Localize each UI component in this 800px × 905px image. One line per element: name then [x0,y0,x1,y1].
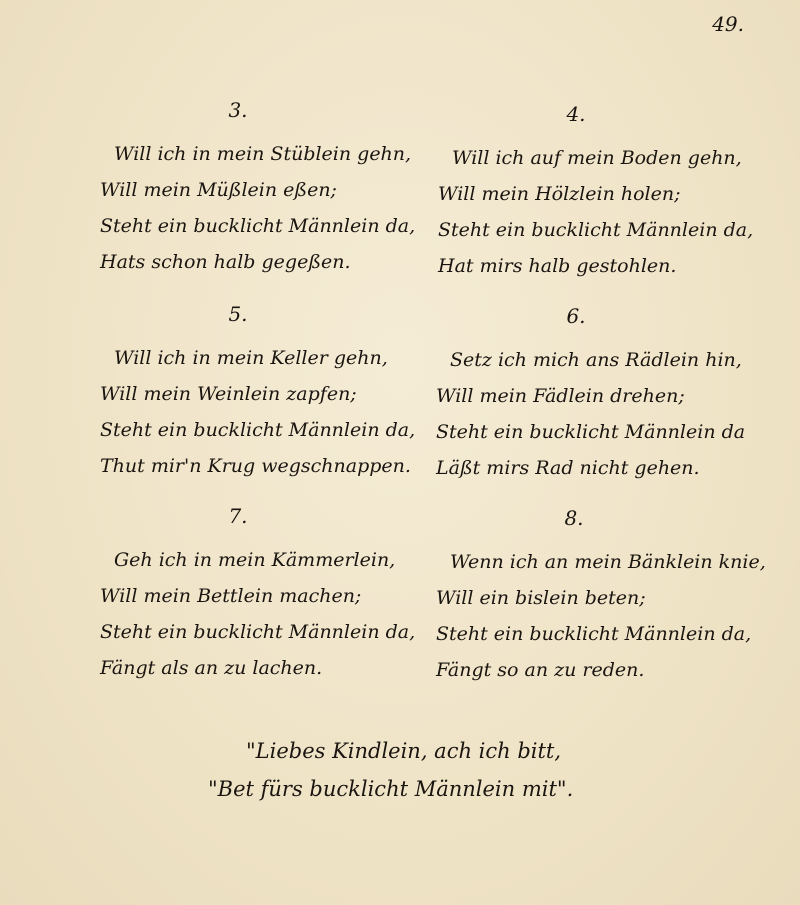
stanza-6 [436,304,766,486]
verse-line: Will mein Fädlein drehen; [436,385,685,407]
stanza-4 [438,102,768,284]
stanza-5 [100,302,430,484]
stanza-number: 5. [228,302,248,326]
verse-line: Will ich in mein Keller gehn, [114,347,388,369]
page-number: 49. [712,12,744,36]
refrain-line: "Bet fürs bucklicht Männlein mit". [208,777,574,801]
verse-line: Wenn ich an mein Bänklein knie, [450,551,766,573]
stanza-number: 3. [228,98,248,122]
verse-line: Hat mirs halb gestohlen. [438,255,677,277]
verse-line: Will mein Müßlein eßen; [100,179,337,201]
verse-line: Geh ich in mein Kämmerlein, [114,549,396,571]
verse-line: Setz ich mich ans Rädlein hin, [450,349,742,371]
verse-line: Will mein Weinlein zapfen; [100,383,357,405]
verse-line: Will ich auf mein Boden gehn, [452,147,742,169]
verse-line: Steht ein bucklicht Männlein da, [438,219,754,241]
verse-line: Fängt so an zu reden. [436,659,645,681]
verse-line: Will ich in mein Stüblein gehn, [114,143,412,165]
stanza-7 [100,504,430,686]
verse-line: Thut mir'n Krug wegschnappen. [100,455,411,477]
stanza-number: 6. [566,304,586,328]
verse-line: Will mein Bettlein machen; [100,585,362,607]
verse-line: Steht ein bucklicht Männlein da, [100,621,416,643]
verse-line: Will mein Hölzlein holen; [438,183,681,205]
stanza-8 [436,506,766,688]
stanza-number: 7. [228,504,248,528]
stanza-3 [100,98,430,280]
stanza-number: 8. [564,506,584,530]
verse-line: Fängt als an zu lachen. [100,657,323,679]
refrain-line: "Liebes Kindlein, ach ich bitt, [246,739,562,763]
stanza-number: 4. [566,102,586,126]
verse-line: Steht ein bucklicht Männlein da [436,421,746,443]
verse-line: Steht ein bucklicht Männlein da, [100,419,416,441]
verse-line: Läßt mirs Rad nicht gehen. [436,457,700,479]
verse-line: Steht ein bucklicht Männlein da, [436,623,752,645]
verse-line: Steht ein bucklicht Männlein da, [100,215,416,237]
verse-line: Hats schon halb gegeßen. [100,251,351,273]
verse-line: Will ein bislein beten; [436,587,646,609]
refrain [200,732,620,808]
